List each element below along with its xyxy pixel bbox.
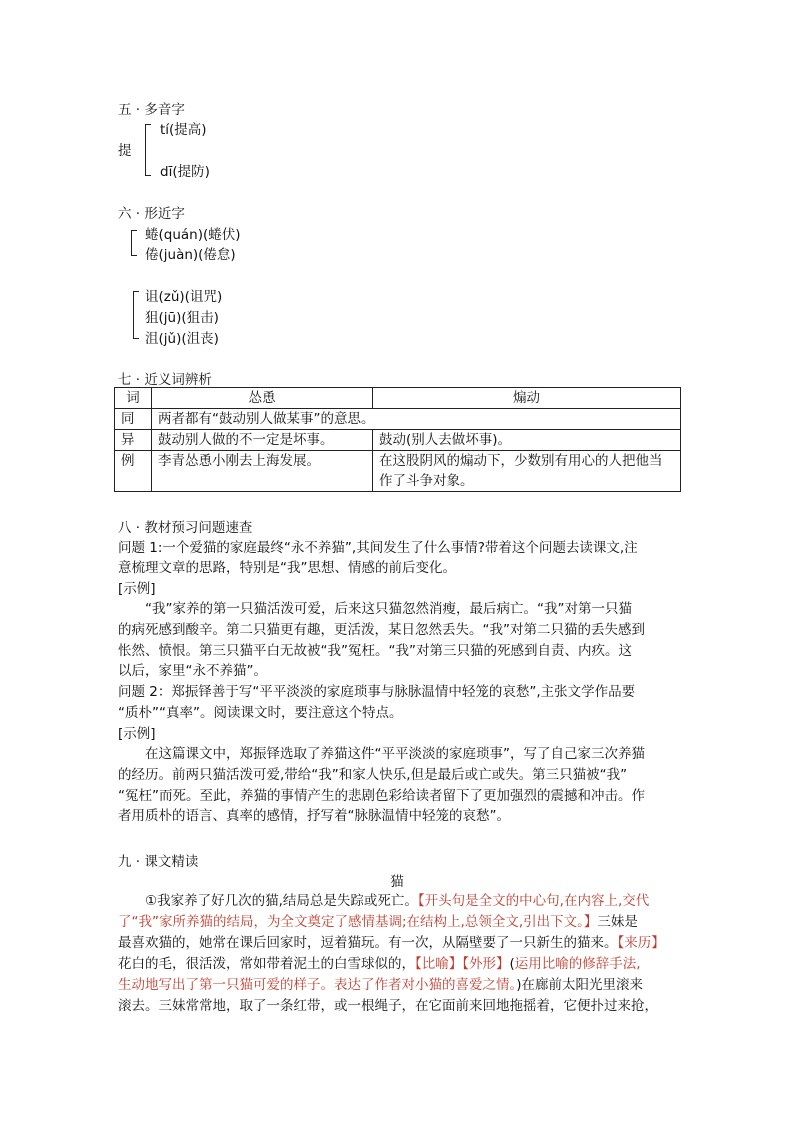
text: ①我家养了好几次的猫,结局总是失踪或死亡。 [118, 893, 418, 909]
text-line: 以后，家里“永不养猫”。 [118, 663, 267, 679]
text: 三妹是 [597, 914, 638, 930]
table-row [115, 430, 681, 451]
text-line: 在这篇课文中，郑振铎选取了养猫这件“平平淡淡的家庭琐事”，写了自己家三次养猫 [118, 746, 645, 762]
text-line [118, 891, 678, 911]
section-7-heading: 七 · 近义词辨析 [118, 372, 212, 388]
table-header-cell: 词 [115, 388, 152, 409]
table-cell: 异 [115, 430, 152, 451]
text-line: 的病死感到酸辛。第二只猫更有趣，更活泼，某日忽然丢失。“我”对第二只猫的丢失感到 [118, 622, 645, 638]
text-line: 问题 1:一个爱猫的家庭最终“永不养猫”,其间发生了什么事情?带着这个问题去读课文,注 [118, 540, 638, 556]
similar-char: 沮(jǔ)(沮丧) [145, 331, 219, 347]
table-cell: 两者都有“鼓动别人做某事”的意思。 [152, 409, 681, 430]
text-line: 意梳理文章的思路，特别是“我”思想、情感的前后变化。 [118, 560, 456, 576]
table-cell: 鼓动别人做的不一定是坏事。 [152, 430, 373, 451]
synonym-table [114, 387, 681, 492]
annotation: 【比喻】【外形】 [415, 956, 510, 972]
article-title: 猫 [390, 874, 404, 890]
text-line: “我”家养的第一只猫活泼可爱，后来这只猫忽然消瘦，最后病亡。“我”对第一只猫 [118, 601, 632, 617]
text-line: 的经历。前两只猫活泼可爱,带给“我”和家人快乐,但是最后或亡或失。第三只猫被“我” [118, 767, 628, 783]
text-line: [示例] [118, 581, 156, 597]
annotation: 运用比喻的修辞手法, [514, 956, 641, 972]
reading-2: dī(提防) [160, 164, 210, 180]
text: 花白的毛，很活泼，常如带着泥土的白雪球似的， [118, 956, 415, 972]
brace [131, 230, 137, 256]
table-cell: 例 [115, 451, 152, 492]
reading-1: tí(提高) [160, 122, 207, 138]
table-row [115, 409, 681, 430]
brace [133, 291, 139, 339]
annotation: 【开头句是全文的中心句,在内容上,交代 [417, 893, 650, 909]
annotation: 生动地写出了第一只猫可爱的样子。表达了作者对小猫的喜爱之情。 [118, 977, 517, 993]
similar-char: 倦(juàn)(倦怠) [145, 247, 236, 263]
section-5-heading: 五 · 多音字 [118, 102, 185, 118]
table-cell: 同 [115, 409, 152, 430]
polyphone-char: 提 [118, 143, 132, 159]
table-cell-line: 在这股阴风的煽动下，少数别有用心的人把他当 [379, 453, 663, 469]
table-row [115, 451, 681, 492]
text: 最喜欢猫的，她常在课后回家时，逗着猫玩。有一次，从隔壁要了一只新生的猫来。 [118, 935, 618, 951]
table-header-cell: 煽动 [373, 388, 681, 409]
table-cell-line: 作了斗争对象。 [379, 473, 474, 489]
table-header-row [115, 388, 681, 409]
text: ( [509, 956, 515, 972]
text-line [118, 975, 678, 995]
brace [145, 124, 151, 176]
similar-char: 狙(jū)(狙击) [145, 310, 219, 326]
section-8-heading: 八 · 教材预习问题速查 [118, 520, 253, 536]
text-line: 问题 2：郑振铎善于写“平平淡淡的家庭琐事与脉脉温情中轻笼的哀愁”,主张文学作品要 [118, 684, 636, 700]
table-cell: 鼓动(别人去做坏事)。 [373, 430, 681, 451]
similar-char: 蜷(quán)(蜷伏) [145, 227, 241, 243]
table-cell: 李青怂恿小刚去上海发展。 [152, 451, 373, 492]
section-6-heading: 六 · 形近字 [118, 206, 185, 222]
table-header-cell: 怂恿 [152, 388, 373, 409]
text-line: 怅然、愤恨。第三只猫平白无故被“我”冤枉。“我”对第三只猫的死感到自责、内疚。这 [118, 643, 632, 659]
section-9-heading: 九 · 课文精读 [118, 854, 199, 870]
text-line [118, 933, 678, 953]
text: )在廊前太阳光里滚来 [516, 977, 644, 993]
annotation: 了“我”家所养猫的结局，为全文奠定了感情基调;在结构上,总领全文,引出下文。】 [118, 914, 598, 930]
text-line: [示例] [118, 726, 156, 742]
text-line [118, 954, 678, 974]
table-cell [373, 451, 681, 492]
annotation: 【来历】 [617, 935, 665, 951]
text-line: 滚去。三妹常常地，取了一条红带，或一根绳子，在它面前来回地拖摇着，它便扑过来抢， [118, 998, 658, 1014]
text-line [118, 912, 678, 932]
text-line: “冤枉”而死。至此，养猫的事情产生的悲剧色彩给读者留下了更加强烈的震撼和冲击。作 [118, 788, 645, 804]
similar-char: 诅(zǔ)(诅咒) [145, 289, 223, 305]
text-line: “质朴”“真率”。阅读课文时，要注意这个特点。 [118, 705, 403, 721]
text-line: 者用质朴的语言、真率的感情，抒写着“脉脉温情中轻笼的哀愁”。 [118, 808, 510, 824]
